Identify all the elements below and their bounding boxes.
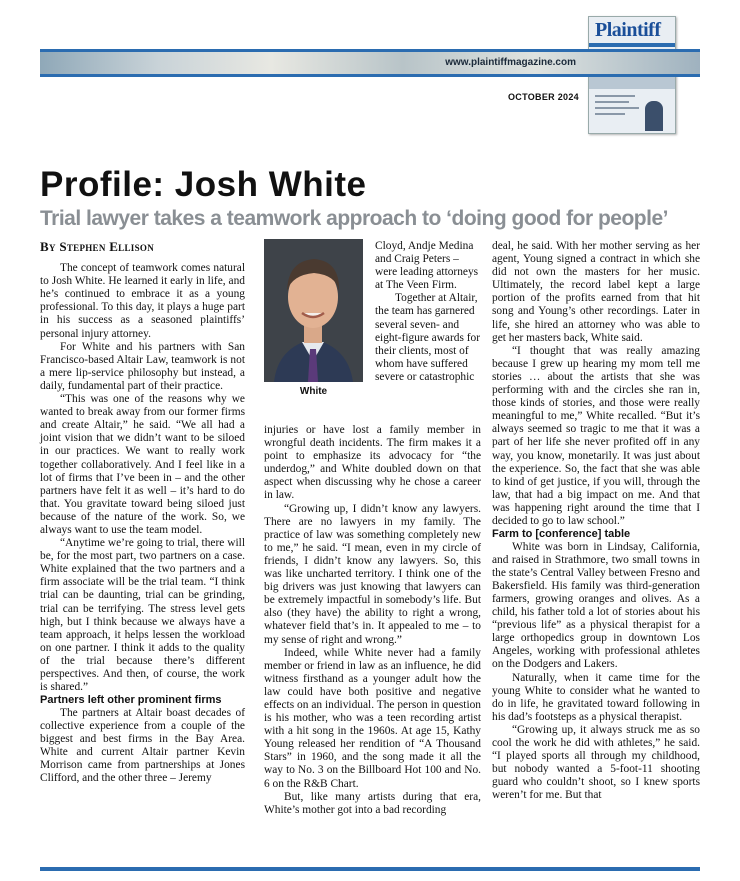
section-heading: Partners left other prominent firms (40, 694, 222, 707)
header-bottom-rule (40, 74, 700, 77)
paragraph: “Growing up, it always struck me as so cool the work he did with athletes,” he said. “I played sports all through my childhood, but nobody wanted a 5-foot-11 shooting guard who couldn’t shoot, so I knew sports weren’t for me. But that (492, 723, 700, 802)
paragraph: But, like many artists during that era, White’s mother got into a bad recording (264, 790, 481, 816)
paragraph: White was born in Lindsay, California, and raised in Strathmore, two small towns in the state’s Central Valley between Fresno and Bakersfield. His family was third-generation farmers, growing oranges and olives. As a child, his father told a lot of stories about his “previous life” as a physical therapist for a large orthopedics group in downtown Los Angeles, working with professional athletes on the Dodgers and Lakers. (492, 540, 700, 671)
article-title: Profile: Josh White (40, 165, 367, 204)
column-2-lower (264, 424, 481, 817)
section-heading: Farm to [conference] table (492, 528, 631, 541)
article-subtitle: Trial lawyer takes a teamwork approach to ‘doing good for people’ (40, 207, 668, 230)
paragraph: Together at Altair, the team has garnered several seven- and eight-figure awards for their clients, most of whom have suffered severe or catastrophic (375, 292, 481, 383)
paragraph: For White and his partners with San Francisco-based Altair Law, teamwork is not a mere lip-service philosophy but instead, a daily, fundamental part of their practice. (40, 340, 245, 392)
header-banner (40, 52, 700, 74)
byline: By Stephen Ellison (40, 239, 154, 254)
portrait-illustration (264, 239, 363, 382)
column-2-upper (375, 240, 481, 384)
paragraph: deal, he said. With her mother serving as her agent, Young signed a contract in which she did not own the masters for her music. Ultimately, the record label kept a large portion of the profits earned from that hit song and Young’s other recordings. Later in life, she hired an attorney who was able to get her masters back, White said. (492, 240, 700, 344)
paragraph: The partners at Altair boast decades of collective experience from a couple of the biggest and best firms in the Bay Area. White and current Altair partner Kevin Morrison came from partnerships at Jones Clifford, and the other three – Jeremy (40, 706, 245, 785)
cover-accent-bar (589, 43, 675, 47)
paragraph: “Growing up, I didn’t know any lawyers. There are no lawyers in my family. The practice of law was something completely new to me,” he said. “I mean, even in my circle of friends, I didn’t know any lawyers. So, this was like uncharted territory. I think one of the big drivers was just knowing that lawyers can be extremely impactful in somebody’s life. But also (they have) the ability to right a wrong, whatever field that’s in. It appealed to me – to my sense of right and wrong.” (264, 502, 481, 646)
paragraph: “This was one of the reasons why we wanted to break away from our former firms and create Altair,” he said. “We all had a joint vision that we didn’t want to be siloed in our practices. We want to really work together collaboratively. And I feel like in a lot of firms that I’ve been in – and the other partners have felt it as well – it’s hard to do that. You gravitate toward being siloed just because of the nature of the work. So, we always want to use the team model. (40, 393, 245, 536)
website-url[interactable]: www.plaintiffmagazine.com (445, 57, 576, 68)
paragraph: The concept of teamwork comes natural to Josh White. He learned it early in life, and he’s continued to embrace it as a young professional. To this day, it plays a huge part in his success as a seasoned plaintiffs’ personal injury attorney. (40, 262, 245, 340)
paragraph: Cloyd, Andje Medina and Craig Peters – were leading attorneys at The Veen Firm. (375, 240, 479, 292)
paragraph: “I thought that was really amazing because I grew up hearing my mom tell me stories … about the artists that she was performing with and the circles she ran in, those kinds of stories, and those were really meaningful to me,” White recalled. “But it’s always seemed so tragic to me that it was a part of her life she never profited off in any way, you know, monetarily. It was just about the experience. So, the fact that she was able to kind of get justice, if you will, through the law, that had a big impact on me. And that was happening right around the time that I decided to go to law school.” (492, 344, 700, 527)
column-3 (492, 240, 700, 802)
column-1 (40, 240, 245, 785)
paragraph: Indeed, while White never had a family member or friend in law as an influence, he did witness firsthand as a younger adult how the law could have both positive and negative effects on an individual. The person in question is his mother, who was a teen recording artist with a hit song in the 1960s. At age 15, Kathy Young released her rendition of “A Thousand Stars” in 1960, and the song made it all the way to No. 3 on the Billboard Hot 100 and No. 6 on the R&B Chart. (264, 646, 481, 790)
paragraph: “Anytime we’re going to trial, there will be, for the most part, two partners on a case. White explained that the two partners and a firm associate will be the trial team. “I think trial can be daunting, trial can be grinding, trial can be terrifying. The stress level gets high, but I think because we always have a team approach, it helps lessen the workload on one partner. I think it adds to the quality of the trial because there’s different perspectives. And then, of course, the work is shared.” (40, 537, 245, 694)
author-photo (264, 239, 363, 382)
issue-date: OCTOBER 2024 (508, 92, 579, 102)
paragraph: Naturally, when it came time for the young White to consider what he wanted to do in life, he gravitated toward following in his dad’s footsteps as a physical therapist. (492, 671, 700, 723)
paragraph: injuries or have lost a family member in wrongful death incidents. The firm makes it a point to emphasize its advocacy for “the underdog,” and White doubled down on that aspect when discussing why he chose a career in law. (264, 424, 481, 502)
footer-rule (40, 867, 700, 871)
photo-caption: White (299, 386, 328, 397)
cover-person (645, 101, 663, 131)
cover-logo: Plaintiff (595, 19, 661, 41)
